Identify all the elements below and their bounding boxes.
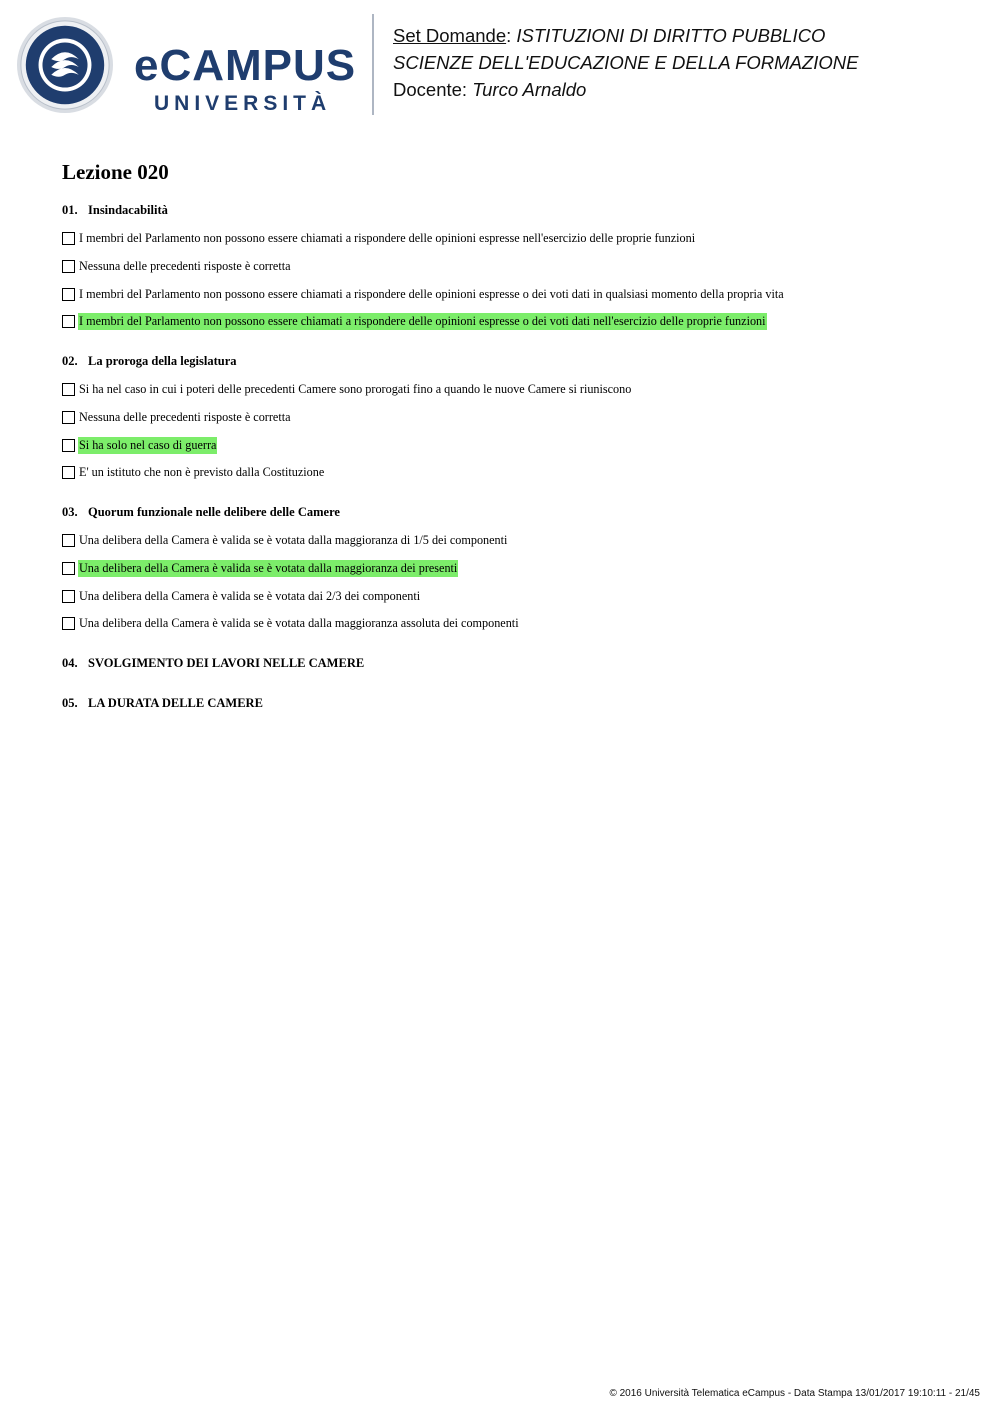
answer-option[interactable] xyxy=(62,531,508,549)
logo-subtitle: UNIVERSITÀ xyxy=(154,92,332,115)
header-info xyxy=(393,22,858,103)
answer-text: Nessuna delle precedenti risposte è corretta xyxy=(79,409,291,424)
question-title: 04. SVOLGIMENTO DEI LAVORI NELLE CAMERE xyxy=(62,656,365,670)
answer-checkbox[interactable] xyxy=(62,232,75,245)
teacher-name: Turco Arnaldo xyxy=(472,79,587,100)
answer-option[interactable] xyxy=(62,257,292,275)
set-title: ISTITUZIONI DI DIRITTO PUBBLICO xyxy=(516,25,826,46)
answer-option[interactable] xyxy=(62,587,421,605)
answer-checkbox[interactable] xyxy=(62,411,75,424)
question-title: 02. La proroga della legislatura xyxy=(62,354,237,368)
answer-option[interactable] xyxy=(62,559,458,577)
answer-checkbox[interactable] xyxy=(62,439,75,452)
teacher-line xyxy=(393,76,858,103)
question-title: 01. Insindacabilità xyxy=(62,203,168,217)
header-divider xyxy=(372,14,374,115)
answer-text-correct: Si ha solo nel caso di guerra xyxy=(79,437,217,452)
answer-option[interactable] xyxy=(62,463,325,481)
answer-checkbox[interactable] xyxy=(62,383,75,396)
answer-checkbox[interactable] xyxy=(62,288,75,301)
answer-checkbox[interactable] xyxy=(62,315,75,328)
answer-text: Una delibera della Camera è valida se è votata dalla maggioranza di 1/5 dei componenti xyxy=(79,532,508,547)
set-title-line: Set Domande: ISTITUZIONI DI DIRITTO PUBBLICO xyxy=(393,25,826,46)
answer-checkbox[interactable] xyxy=(62,466,75,479)
course-name: SCIENZE DELL'EDUCAZIONE E DELLA FORMAZIONE xyxy=(393,52,859,73)
answer-text: Si ha nel caso in cui i poteri delle precedenti Camere sono prorogati fino a quando le nuove Camere si riuniscono xyxy=(79,381,632,396)
answer-checkbox[interactable] xyxy=(62,617,75,630)
teacher-label: Docente: xyxy=(393,79,468,100)
question-title: 05. LA DURATA DELLE CAMERE xyxy=(62,696,263,710)
answer-text-correct: I membri del Parlamento non possono essere chiamati a rispondere delle opinioni espresse o dei voti dati nell'esercizio delle proprie funzioni xyxy=(79,313,766,328)
question-title: 03. Quorum funzionale nelle delibere delle Camere xyxy=(62,505,340,519)
answer-text-correct: Una delibera della Camera è valida se è votata dalla maggioranza dei presenti xyxy=(79,560,458,575)
answer-checkbox[interactable] xyxy=(62,534,75,547)
set-label: Set Domande xyxy=(393,25,507,46)
answer-option[interactable] xyxy=(62,614,520,632)
answer-checkbox[interactable] xyxy=(62,260,75,273)
answer-text: Una delibera della Camera è valida se è votata dai 2/3 dei componenti xyxy=(79,588,421,603)
answer-option[interactable] xyxy=(62,229,696,247)
answer-text: I membri del Parlamento non possono essere chiamati a rispondere delle opinioni espresse nell'esercizio delle proprie funzioni xyxy=(79,230,696,245)
logo-wordmark: eCAMPUS xyxy=(134,41,357,90)
answer-checkbox[interactable] xyxy=(62,562,75,575)
answer-option[interactable] xyxy=(62,408,292,426)
university-seal-icon xyxy=(16,16,114,114)
ecampus-logo xyxy=(14,14,359,118)
answer-option[interactable] xyxy=(62,380,632,398)
answer-text: I membri del Parlamento non possono essere chiamati a rispondere delle opinioni espresse o dei voti dati in qualsiasi momento della propria vita xyxy=(79,286,784,301)
answer-text: E' un istituto che non è previsto dalla Costituzione xyxy=(79,464,325,479)
answer-option[interactable] xyxy=(62,312,767,330)
answer-text: Nessuna delle precedenti risposte è corretta xyxy=(79,258,291,273)
answer-text: Una delibera della Camera è valida se è votata dalla maggioranza assoluta dei componenti xyxy=(79,615,519,630)
answer-option[interactable] xyxy=(62,436,217,454)
answer-option[interactable] xyxy=(62,285,785,303)
answer-checkbox[interactable] xyxy=(62,590,75,603)
page-footer: © 2016 Università Telematica eCampus - Data Stampa 13/01/2017 19:10:11 - 21/45 xyxy=(609,1388,980,1399)
lesson-title: Lezione 020 xyxy=(62,160,169,184)
